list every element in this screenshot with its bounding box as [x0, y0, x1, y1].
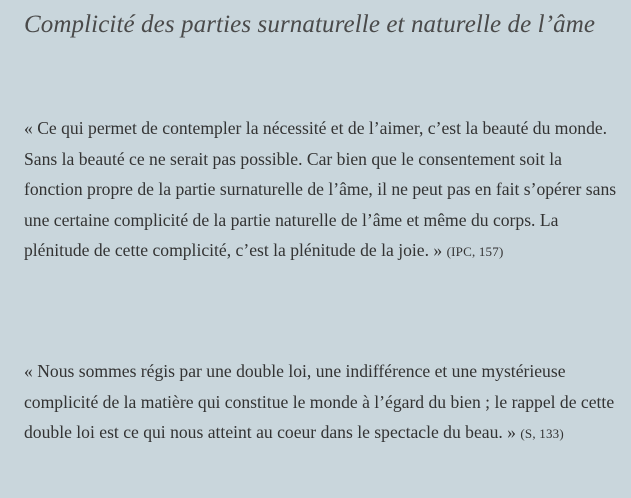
- quote-text: « Ce qui permet de contempler la nécessité et de l’aimer, c’est la beauté du monde. Sans la beauté ce ne serait pas possible. Car bien que le consentement soit la fonction propre de la partie surnaturelle de l’âme, il ne peut pas en fait s’opérer sans une certaine complicité de la partie naturelle de l’âme et même du corps. La plénitude de cette complicité, c’est la plénitude de la joie. »: [24, 118, 617, 260]
- quote-citation: (IPC, 157): [446, 244, 504, 259]
- quote-paragraph: [24, 113, 624, 268]
- quote-text: « Nous sommes régis par une double loi, une indifférence et une mystérieuse complicité de la matière qui constitue le monde à l’égard du bien ; le rappel de cette double loi est ce qui nous atteint au coeur dans le spectacle du beau. »: [24, 361, 615, 442]
- section-title: Complicité des parties surnaturelle et naturelle de l’âme: [24, 11, 596, 38]
- quote-paragraph: [24, 356, 624, 450]
- quote-citation: (S, 133): [520, 426, 564, 441]
